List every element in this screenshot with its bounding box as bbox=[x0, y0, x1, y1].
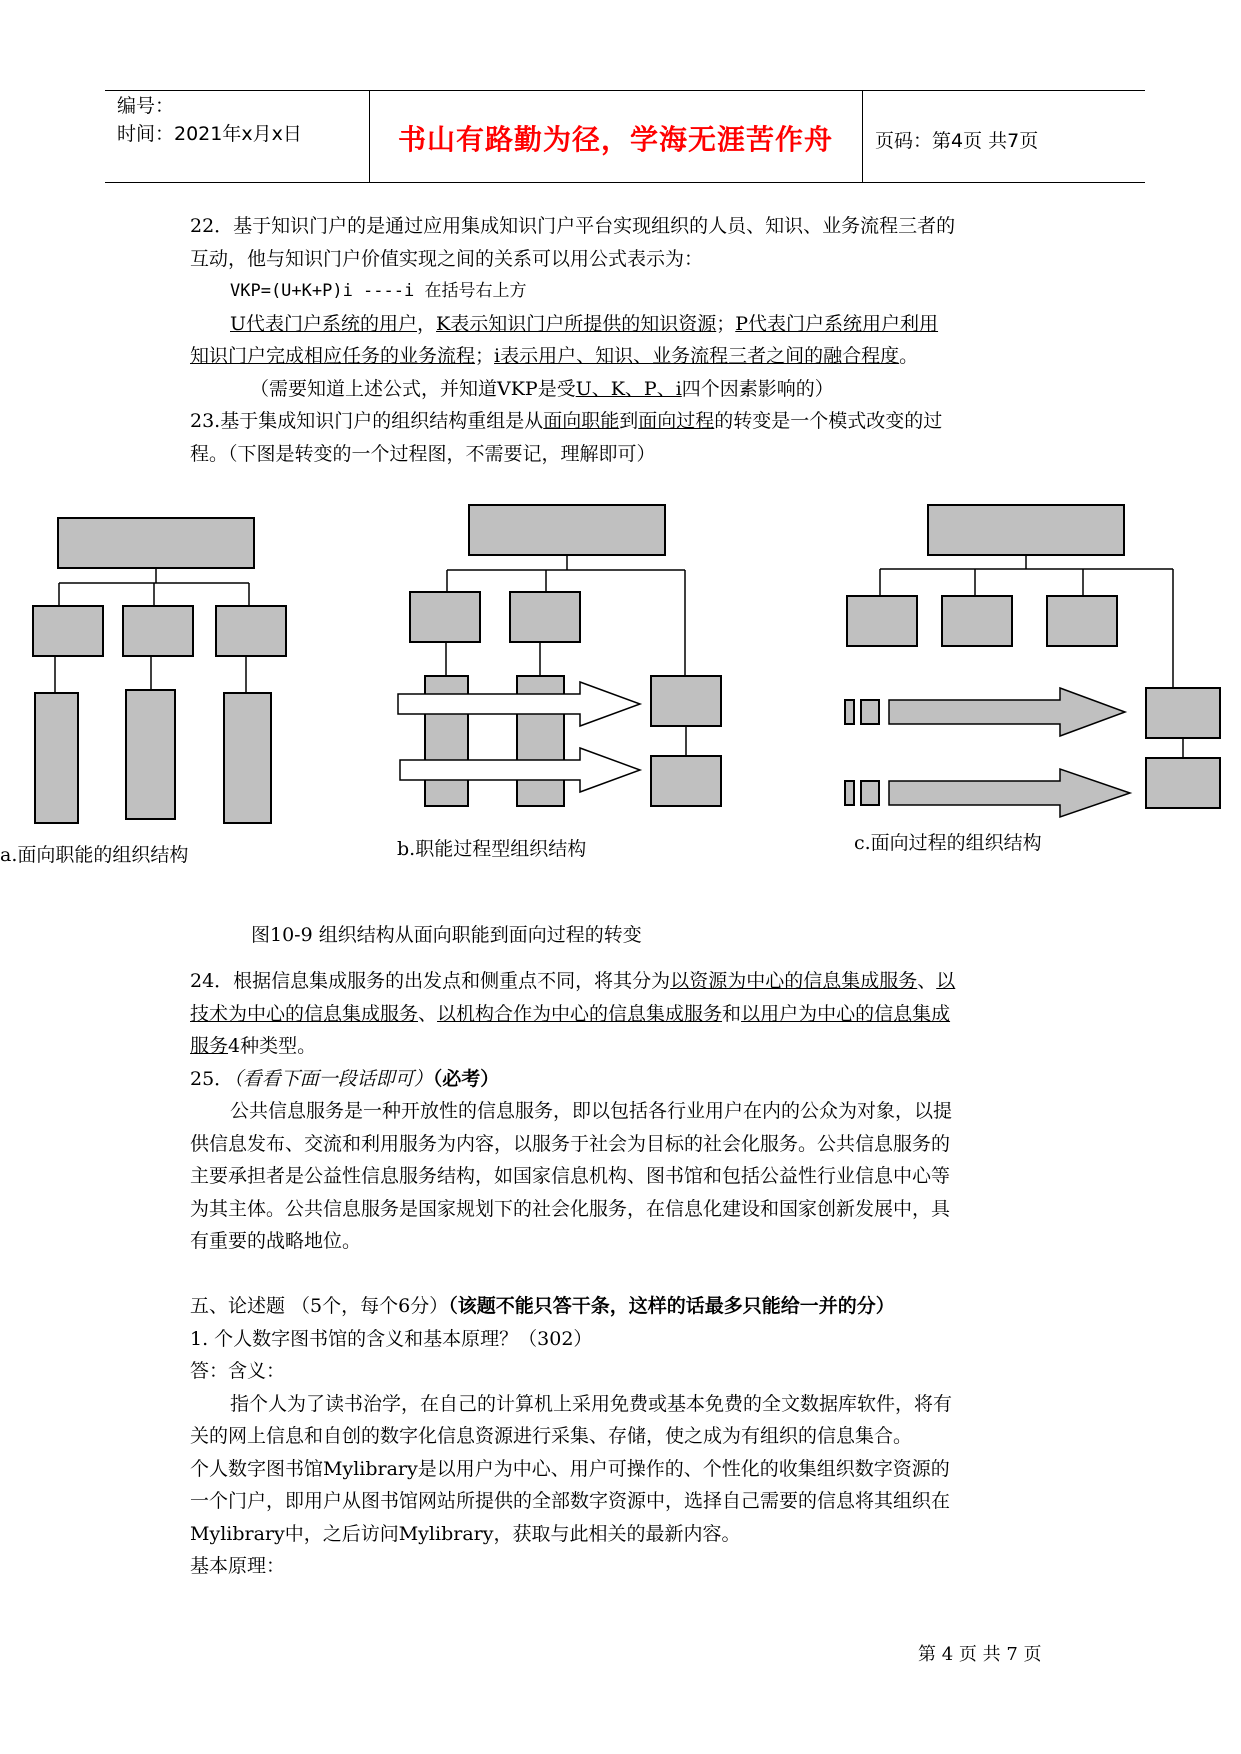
u-definition: U代表门户系统的用户 bbox=[230, 312, 418, 335]
p24-type3: 以机构合作为中心的信息集成服务 bbox=[437, 1002, 723, 1025]
i-definition: i表示用户、知识、业务流程三者之间的融合程度 bbox=[494, 345, 900, 367]
paragraph-24-line2 bbox=[190, 998, 1070, 1031]
header-divider bbox=[862, 90, 863, 183]
p24-type4-part1: 以用户为中心的信息集成 bbox=[741, 1002, 951, 1025]
header-top-rule bbox=[105, 90, 1145, 91]
p-definition-part1: P代表门户系统用户利用 bbox=[735, 312, 939, 335]
unit-column bbox=[126, 690, 175, 819]
org-diagram bbox=[0, 500, 1241, 880]
separator: 、 bbox=[917, 970, 937, 992]
p24-type2-part1: 以 bbox=[936, 970, 956, 992]
header-motto: 书山有路勤为径，学海无涯苦作舟 bbox=[397, 123, 833, 156]
top-box bbox=[58, 518, 254, 568]
dept-box bbox=[216, 606, 286, 656]
note-text: （需要知道上述公式，并知道VKP是受 bbox=[250, 377, 576, 400]
answer-line4: 一个门户，即用户从图书馆网站所提供的全部数字资源中，选择自己需要的信息将其组织在 bbox=[190, 1490, 951, 1512]
caption-c: c.面向过程的组织结构 bbox=[854, 832, 1042, 854]
answer-line1: 指个人为了读书治学，在自己的计算机上采用免费或基本免费的全文数据库软件，将有 bbox=[230, 1392, 953, 1415]
p25-must: （必考） bbox=[432, 1067, 500, 1090]
p24-type1: 以资源为中心的信息集成服务 bbox=[670, 970, 918, 992]
dept-box bbox=[1047, 596, 1117, 646]
diagram-c bbox=[845, 505, 1220, 817]
separator: ； bbox=[475, 345, 495, 367]
header-page-info: 页码：第4页 共7页 bbox=[875, 130, 1039, 152]
process-box bbox=[651, 756, 721, 806]
stub-block bbox=[861, 700, 879, 724]
answer-line3: 个人数字图书馆Mylibrary是以用户为中心、用户可操作的、个性化的收集组织数字资源的 bbox=[190, 1457, 950, 1480]
p23-process: 面向过程 bbox=[638, 410, 715, 432]
section-5-label: 五、论述题 （5个，每个6分） bbox=[190, 1295, 449, 1317]
top-box bbox=[469, 505, 665, 555]
paragraph-25-line1: 公共信息服务是一种开放性的信息服务，即以包括各行业用户在内的公众为对象，以提 bbox=[230, 1100, 953, 1122]
k-definition: K表示知识门户所提供的知识资源 bbox=[436, 312, 717, 335]
paragraph-24-line1 bbox=[190, 965, 1070, 998]
page-header bbox=[105, 90, 1145, 184]
separator: 。 bbox=[899, 345, 919, 367]
paragraph-25-line2: 供信息发布、交流和利用服务为内容，以服务于社会为目标的社会化服务。公共信息服务的 bbox=[190, 1132, 951, 1155]
header-time: 时间：2021年x月x日 bbox=[117, 123, 302, 145]
basic-principle-label: 基本原理： bbox=[190, 1555, 286, 1577]
p-definition-part2: 知识门户完成相应任务的业务流程 bbox=[190, 345, 476, 367]
answer-label: 答：含义： bbox=[190, 1360, 286, 1382]
caption-b: b.职能过程型组织结构 bbox=[397, 838, 587, 860]
blank-line bbox=[190, 1258, 1070, 1291]
p24-text: 24．根据信息集成服务的出发点和侧重点不同，将其分为 bbox=[190, 970, 671, 992]
figure-title: 图10-9 组织结构从面向职能到面向过程的转变 bbox=[251, 924, 642, 946]
diagram-a bbox=[33, 518, 286, 823]
unit-column bbox=[35, 693, 78, 823]
top-box bbox=[928, 505, 1124, 555]
stub-block bbox=[861, 781, 879, 805]
process-arrow bbox=[889, 769, 1130, 817]
question-1: 1. 个人数字图书馆的含义和基本原理？（302） bbox=[190, 1327, 593, 1350]
p24-type4-part2: 服务 bbox=[190, 1035, 229, 1057]
formula-note bbox=[190, 373, 1070, 406]
paragraph-25-heading bbox=[190, 1063, 1070, 1096]
content-section-b bbox=[190, 965, 1070, 1583]
paragraph-25-line4: 为其主体。公共信息服务是国家规划下的社会化服务，在信息化建设和国家创新发展中，具 bbox=[190, 1197, 951, 1220]
dept-box bbox=[847, 596, 917, 646]
p23-function: 面向职能 bbox=[543, 410, 620, 432]
paragraph-25-line5: 有重要的战略地位。 bbox=[190, 1230, 362, 1252]
p25-number: 25． bbox=[190, 1067, 234, 1090]
paragraph-23-line1 bbox=[190, 405, 1070, 438]
caption-a: a.面向职能的组织结构 bbox=[0, 844, 189, 866]
separator: ； bbox=[716, 312, 736, 335]
header-meta bbox=[117, 92, 302, 148]
definitions-line1 bbox=[190, 308, 1070, 341]
dept-box bbox=[123, 606, 193, 656]
dept-box bbox=[510, 592, 580, 642]
stub-block bbox=[845, 700, 854, 724]
paragraph-22-line2: 互动，他与知识门户价值实现之间的关系可以用公式表示为： bbox=[190, 247, 704, 270]
header-number-label: 编号： bbox=[117, 95, 175, 117]
p24-type2-part2: 技术为中心的信息集成服务 bbox=[190, 1002, 419, 1025]
paragraph-23-line2: 程。（下图是转变的一个过程图，不需要记，理解即可） bbox=[190, 442, 656, 465]
page-footer: 第 4 页 共 7 页 bbox=[918, 1644, 1042, 1665]
definitions-line2 bbox=[190, 340, 1070, 373]
dept-box bbox=[942, 596, 1012, 646]
section-5-note: （该题不能只答干条，这样的话最多只能给一并的分） bbox=[448, 1295, 895, 1317]
separator: 、 bbox=[418, 1002, 438, 1025]
note-text: 四个因素影响的） bbox=[681, 377, 834, 400]
process-box bbox=[1146, 688, 1220, 738]
p24-text: 和 bbox=[722, 1002, 742, 1025]
section-5-title bbox=[190, 1290, 1070, 1323]
paragraph-25-line3: 主要承担者是公益性信息服务结构，如国家信息机构、图书馆和包括公益性行业信息中心等 bbox=[190, 1165, 951, 1187]
paragraph-24-line3 bbox=[190, 1030, 1070, 1063]
p24-text: 4种类型。 bbox=[228, 1035, 317, 1057]
answer-line2: 关的网上信息和自创的数字化信息资源进行采集、存储，使之成为有组织的信息集合。 bbox=[190, 1425, 913, 1447]
separator: ， bbox=[417, 312, 437, 335]
answer-line5: Mylibrary中，之后访问Mylibrary，获取与此相关的最新内容。 bbox=[190, 1522, 741, 1545]
content-section-a bbox=[190, 210, 1070, 470]
dept-box bbox=[33, 606, 103, 656]
process-arrow bbox=[889, 688, 1125, 736]
p23-text: 的转变是一个模式改变的过 bbox=[714, 410, 943, 432]
p23-text: 到 bbox=[619, 410, 639, 432]
unit-column bbox=[224, 693, 271, 823]
header-bottom-rule bbox=[105, 182, 1145, 183]
process-box bbox=[651, 676, 721, 726]
formula: VKP=(U+K+P)i ----i 在括号右上方 bbox=[230, 281, 527, 301]
diagram-b bbox=[398, 505, 721, 806]
note-factors: U、K、P、i bbox=[575, 377, 682, 400]
process-box bbox=[1146, 758, 1220, 808]
p23-text: 23.基于集成知识门户的组织结构重组是从 bbox=[190, 410, 544, 432]
stub-block bbox=[845, 781, 854, 805]
org-structure-figure bbox=[0, 500, 1241, 880]
p25-note: （看看下面一段话即可） bbox=[233, 1067, 433, 1090]
dept-box bbox=[410, 592, 480, 642]
paragraph-22-line1: 22．基于知识门户的是通过应用集成知识门户平台实现组织的人员、知识、业务流程三者的 bbox=[190, 215, 956, 237]
